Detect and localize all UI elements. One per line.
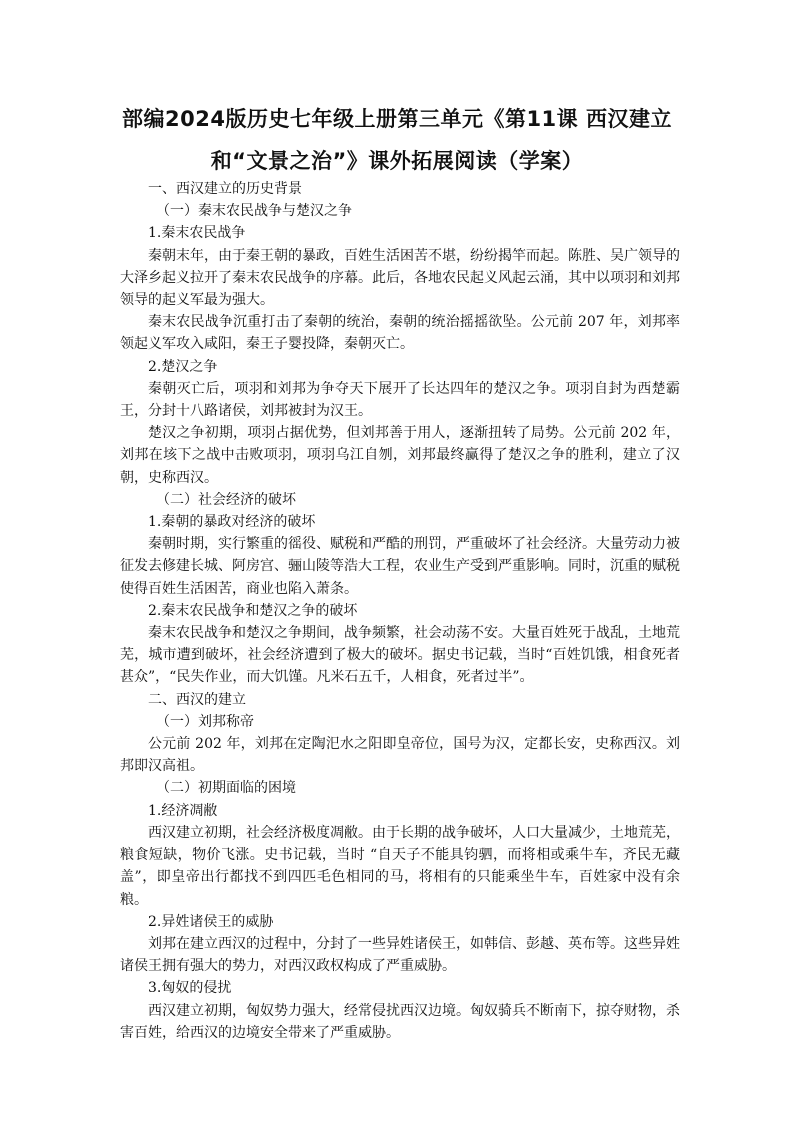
paragraph: 秦末农民战争沉重打击了秦朝的统治，秦朝的统治摇摇欲坠。公元前 207 年，刘邦率领起义军攻入咸阳，秦王子婴投降，秦朝灭亡。 [120,314,680,353]
item-heading-1-1-2: 2.楚汉之争 [148,358,218,375]
subsection-heading-2-2: （二）初期面临的困境 [156,780,296,797]
subsection-heading-2-1: （一）刘邦称帝 [156,713,254,730]
section-heading-2: 二、西汉的建立 [148,691,246,708]
paragraph: 秦朝时期，实行繁重的徭役、赋税和严酷的刑罚，严重破坏了社会经济。大量劳动力被征发去修建长城、阿房宫、骊山陵等浩大工程，农业生产受到严重影响。同时，沉重的赋税使得百姓生活困苦，商业也陷入萧条。 [120,536,680,597]
item-heading-2-2-1: 1.经济凋敝 [148,802,218,819]
item-heading-2-2-3: 3.匈奴的侵扰 [148,980,232,997]
paragraph: 秦朝末年，由于秦王朝的暴政，百姓生活困苦不堪，纷纷揭竿而起。陈胜、吴广领导的大泽乡起义拉开了秦末农民战争的序幕。此后，各地农民起义风起云涌，其中以项羽和刘邦领导的起义军最为强大。 [120,247,680,309]
item-heading-1-2-1: 1.秦朝的暴政对经济的破坏 [148,514,316,531]
subsection-heading-1-1: （一）秦末农民战争与楚汉之争 [156,203,352,220]
subsection-heading-1-2: （二）社会经济的破坏 [156,491,296,508]
paragraph: 秦朝灭亡后，项羽和刘邦为争夺天下展开了长达四年的楚汉之争。项羽自封为西楚霸王，分封十八路诸侯，刘邦被封为汉王。 [120,380,680,420]
document-title: 部编2024版历史七年级上册第三单元《第11课 西汉建立和“文景之治”》课外拓展阅读（学案） [122,107,672,173]
item-heading-2-2-2: 2.异姓诸侯王的威胁 [148,913,274,930]
section-heading-1: 一、西汉建立的历史背景 [148,181,302,197]
paragraph: 刘邦在建立西汉的过程中，分封了一些异姓诸侯王，如韩信、彭越、英布等。这些异姓诸侯王拥有强大的势力，对西汉政权构成了严重威胁。 [120,935,680,975]
paragraph: 公元前 202 年，刘邦在定陶汜水之阳即皇帝位，国号为汉，定都长安，史称西汉。刘邦即汉高祖。 [120,736,680,775]
paragraph: 秦末农民战争和楚汉之争期间，战争频繁，社会动荡不安。大量百姓死于战乱，土地荒芜，城市遭到破坏，社会经济遭到了极大的破坏。据史书记载，当时“百姓饥饿，相食死者甚众”，“民失作业，而大饥馑。凡米石五千，人相食，死者过半”。 [120,625,680,686]
paragraph: 西汉建立初期，匈奴势力强大，经常侵扰西汉边境。匈奴骑兵不断南下，掠夺财物，杀害百姓，给西汉的边境安全带来了严重威胁。 [120,1002,680,1041]
paragraph: 楚汉之争初期，项羽占据优势，但刘邦善于用人，逐渐扭转了局势。公元前 202 年，刘邦在垓下之战中击败项羽，项羽乌江自刎，刘邦最终赢得了楚汉之争的胜利，建立了汉朝，史称西汉。 [120,425,680,486]
item-heading-1-2-2: 2.秦末农民战争和楚汉之争的破坏 [148,602,358,619]
item-heading-1-1-1: 1.秦末农民战争 [148,225,246,242]
paragraph: 西汉建立初期，社会经济极度凋敝。由于长期的战争破坏，人口大量减少，土地荒芜，粮食短缺，物价飞涨。史书记载，当时 “自天子不能具钧驷，而将相或乘牛车，齐民无藏盖”，即皇帝出行都找不到四匹毛色相同的马，将相有的只能乘坐牛车，百姓家中没有余粮。 [120,824,680,908]
document-body [120,178,680,1044]
